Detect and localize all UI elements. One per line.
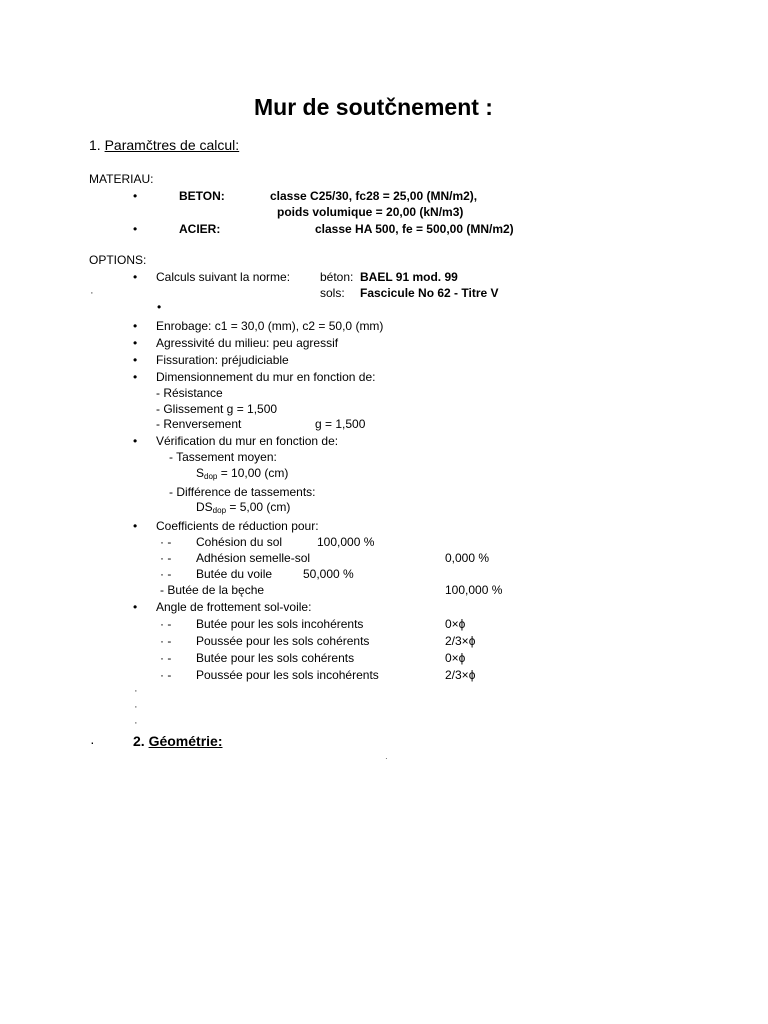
section-1-label: Paramčtres de calcul: — [104, 137, 240, 153]
norme-beton-value: BAEL 91 mod. 99 — [360, 270, 458, 284]
stray-dot: · — [134, 685, 138, 697]
resistance-text: - Résistance — [156, 386, 223, 400]
renversement-value: g = 1,500 — [315, 417, 366, 431]
bullet: • — [133, 353, 138, 367]
angle-row-3-text: Butée pour les sols cohérents — [196, 651, 355, 665]
bullet: • — [133, 434, 138, 448]
cohesion-text: Cohésion du sol — [196, 535, 283, 549]
butee-voile-text: Butée du voile — [196, 567, 273, 581]
page-title: Mur de soutčnement : — [254, 94, 493, 120]
section-2-heading — [133, 733, 223, 750]
angle-row-4-text: Poussée pour les sols incohérents — [196, 668, 379, 682]
ds-admissible — [196, 500, 290, 514]
s-admissible-sub: dop — [204, 472, 218, 481]
verification-text: Vérification du mur en fonction de: — [156, 434, 339, 448]
angle-row-1-value: 0×ϕ — [445, 617, 466, 631]
dash-marker: · - — [160, 668, 172, 682]
options-label: OPTIONS: — [89, 253, 147, 267]
bullet: • — [133, 222, 138, 236]
fissuration-text: Fissuration: préjudiciable — [156, 353, 289, 367]
norme-sols-value: Fascicule No 62 - Titre V — [360, 286, 499, 300]
cohesion-value: 100,000 % — [317, 535, 375, 549]
butee-beche-text: - Butée de la bęche — [160, 583, 265, 597]
stray-dot: · — [134, 701, 138, 713]
adhesion-text: Adhésion semelle-sol — [196, 551, 311, 565]
section-2-label: Géométrie: — [148, 733, 223, 749]
s-admissible — [196, 466, 288, 480]
section-1-number: 1. — [89, 137, 105, 153]
angle-row-4-value: 2/3×ϕ — [445, 668, 476, 682]
stray-dot: · — [90, 287, 94, 299]
coefficients-text: Coefficients de réduction pour: — [156, 519, 319, 533]
section-2-marker: · — [90, 734, 95, 750]
agressivite-text: Agressivité du milieu: peu agressif — [156, 336, 339, 350]
angle-text: Angle de frottement sol-voile: — [156, 600, 312, 614]
s-admissible-value: = 10,00 (cm) — [217, 466, 289, 480]
butee-beche-value: 100,000 % — [445, 583, 503, 597]
bullet: • — [133, 319, 138, 333]
stray-dot: · — [385, 754, 388, 763]
norme-label: Calculs suivant la norme: — [156, 270, 291, 284]
bullet: • — [133, 600, 138, 614]
beton-label: BETON: — [179, 189, 225, 203]
norme-beton-key: béton: — [320, 270, 354, 284]
bullet: • — [133, 519, 138, 533]
dash-marker: · - — [160, 651, 172, 665]
dash-marker: · - — [160, 567, 172, 581]
ds-admissible-value: = 5,00 (cm) — [226, 500, 291, 514]
glissement-text: - Glissement g = 1,500 — [156, 402, 278, 416]
angle-row-1-text: Butée pour les sols incohérents — [196, 617, 364, 631]
angle-row-2-text: Poussée pour les sols cohérents — [196, 634, 370, 648]
bullet: • — [133, 370, 138, 384]
dash-marker: · - — [160, 535, 172, 549]
section-2-number: 2. — [133, 733, 149, 749]
ds-admissible-sub: dop — [212, 506, 227, 515]
stray-dot: · — [134, 717, 138, 729]
tassement-text: - Tassement moyen: — [169, 450, 277, 464]
ds-admissible-symbol: DS — [196, 500, 213, 514]
enrobage-text: Enrobage: c1 = 30,0 (mm), c2 = 50,0 (mm) — [156, 319, 384, 333]
diff-tassement-text: - Différence de tassements: — [169, 485, 316, 499]
bullet: • — [133, 270, 138, 284]
dash-marker: · - — [160, 634, 172, 648]
norme-sols-key: sols: — [320, 286, 345, 300]
beton-line-1: classe C25/30, fc28 = 25,00 (MN/m2), — [270, 189, 478, 203]
dash-marker: · - — [160, 617, 172, 631]
angle-row-3-value: 0×ϕ — [445, 651, 466, 665]
bullet: • — [157, 300, 162, 314]
bullet: • — [133, 336, 138, 350]
section-1-heading — [89, 137, 239, 154]
angle-row-2-value: 2/3×ϕ — [445, 634, 476, 648]
renversement-text: - Renversement — [156, 417, 242, 431]
materiau-label: MATERIAU: — [89, 172, 154, 186]
s-admissible-symbol: S — [196, 466, 205, 480]
acier-label: ACIER: — [179, 222, 221, 236]
adhesion-value: 0,000 % — [445, 551, 490, 565]
acier-value: classe HA 500, fe = 500,00 (MN/m2) — [315, 222, 514, 236]
beton-line-2: poids volumique = 20,00 (kN/m3) — [277, 205, 464, 219]
bullet: • — [133, 189, 138, 203]
butee-voile-value: 50,000 % — [303, 567, 354, 581]
dash-marker: · - — [160, 551, 172, 565]
dimensionnement-text: Dimensionnement du mur en fonction de: — [156, 370, 376, 384]
